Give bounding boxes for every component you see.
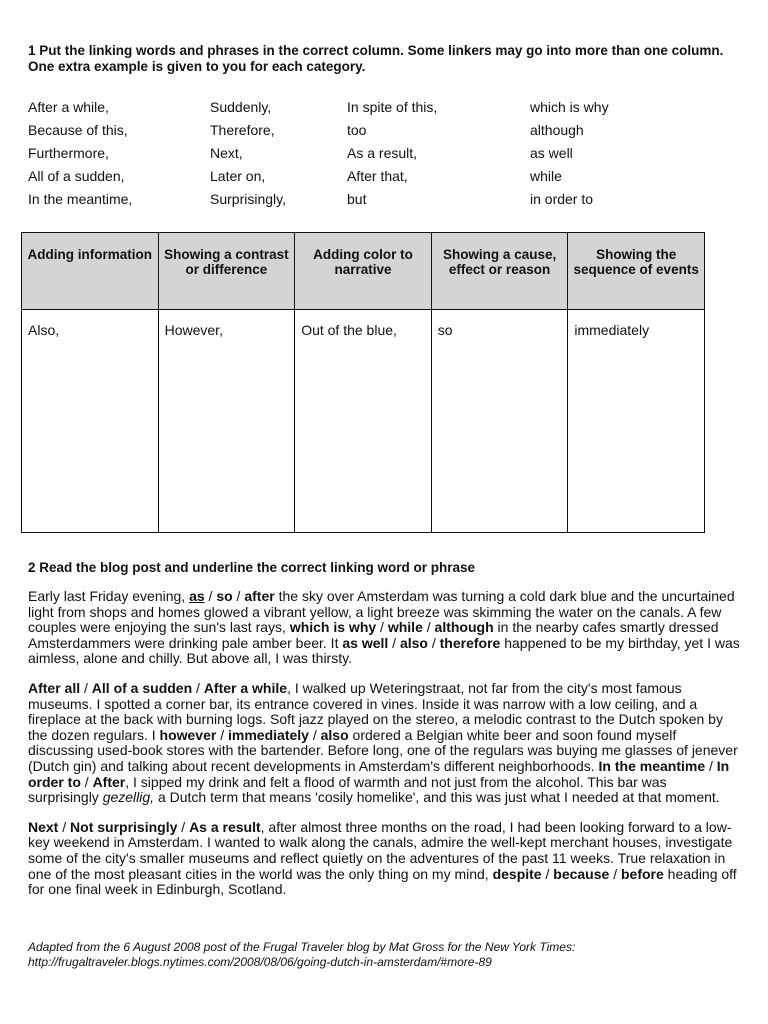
option-as-well[interactable]: as well bbox=[342, 634, 389, 651]
linking-word: After that, bbox=[347, 168, 408, 184]
blog-text: happened to be my birthday, yet I was aimless, alone and chilly. But above all, I was thirsty. bbox=[28, 634, 740, 667]
option-after-a-while[interactable]: After a while bbox=[203, 679, 288, 696]
blog-paragraph-3 bbox=[28, 820, 740, 898]
source-credit bbox=[28, 940, 740, 970]
header-adding-information: Adding information bbox=[22, 233, 159, 310]
option-because[interactable]: because bbox=[553, 865, 610, 882]
blog-text: heading off for one final week in Edinburgh, Scotland. bbox=[28, 865, 737, 898]
separator: / bbox=[58, 818, 71, 835]
option-in-the-meantime[interactable]: In the meantime bbox=[598, 757, 706, 774]
linking-word: although bbox=[530, 122, 584, 138]
separator: / bbox=[422, 619, 435, 636]
separator: / bbox=[388, 634, 400, 651]
separator: / bbox=[427, 634, 440, 651]
linking-word: Because of this, bbox=[28, 122, 128, 138]
word-column-3 bbox=[347, 96, 437, 211]
option-in-order-to[interactable]: In order to bbox=[28, 757, 730, 790]
answer-cell-color[interactable]: Out of the blue, bbox=[295, 310, 432, 533]
separator: / bbox=[609, 865, 618, 882]
category-table bbox=[21, 232, 705, 533]
option-despite[interactable]: despite bbox=[492, 865, 542, 882]
option-not-surprisingly[interactable]: Not surprisingly bbox=[70, 818, 178, 835]
option-also[interactable]: also bbox=[399, 634, 428, 651]
option-although[interactable]: although bbox=[434, 619, 494, 636]
linking-word: too bbox=[347, 122, 367, 138]
option-immediately[interactable]: immediately bbox=[228, 726, 309, 743]
blog-paragraph-1 bbox=[28, 589, 740, 667]
answer-cell-adding-information[interactable]: Also, bbox=[22, 310, 159, 533]
table-header-row bbox=[22, 233, 705, 310]
blog-text: , after almost three months on the road, I had been looking forward to a low-key weekend in Amsterdam. I wanted to walk along the canals, admire the well-kept merchant houses, investigate some of the city's smaller museums and reflect quietly on the adventures of the past 11 weeks. True relaxation in one of the most pleasant cities in the world was the only thing on my mind, bbox=[28, 818, 733, 882]
answer-cell-cause[interactable]: so bbox=[431, 310, 568, 533]
separator: / bbox=[80, 679, 92, 696]
option-before[interactable]: before bbox=[620, 865, 664, 882]
option-all-of-a-sudden[interactable]: All of a sudden bbox=[91, 679, 193, 696]
blog-text: Early last Friday evening, bbox=[28, 588, 190, 604]
exercise-2-heading: 2 Read the blog post and underline the correct linking word or phrase bbox=[28, 560, 476, 575]
separator: / bbox=[541, 865, 554, 882]
linking-word: while bbox=[530, 168, 562, 184]
blog-text: the sky over Amsterdam was turning a cold dark blue and the uncurtained light from shops and homes glowed a vibrant yellow, a light breeze was skimming the water on the canals. A few couples were enjoying the sun's last rays, bbox=[28, 588, 735, 636]
header-adding-color: Adding color to narrative bbox=[295, 233, 432, 310]
option-next[interactable]: Next bbox=[28, 818, 59, 835]
exercise-1-heading: 1 Put the linking words and phrases in the correct column. Some linkers may go into more than one column. One extra example is given to you for each category. bbox=[28, 43, 724, 74]
answer-cell-contrast[interactable]: However, bbox=[158, 310, 295, 533]
linking-word: In the meantime, bbox=[28, 191, 133, 207]
blog-post bbox=[28, 589, 740, 912]
option-after[interactable]: After bbox=[92, 773, 126, 790]
option-as[interactable]: as bbox=[189, 588, 205, 604]
blog-text: ordered a Belgian white beer and soon found myself discussing used-book stores with the bartender. Before long, one of the regulars was buying me glasses of jenever (Dutch gin) and talking about recent developments in Amsterdam's different neighborhoods. bbox=[28, 726, 738, 774]
separator: / bbox=[705, 757, 717, 774]
linking-word: in order to bbox=[530, 191, 594, 207]
linking-word: Surprisingly, bbox=[210, 191, 286, 207]
option-therefore[interactable]: therefore bbox=[439, 634, 501, 651]
linking-word: In spite of this, bbox=[347, 99, 438, 115]
separator: / bbox=[308, 726, 321, 743]
word-column-1 bbox=[28, 96, 132, 211]
blog-paragraph-2 bbox=[28, 681, 740, 806]
blog-text: , I walked up Weteringstraat, not far from the city's most famous museums. I spotted a corner bar, its entrance covered in vines. Inside it was narrow with a low ceiling, and a fireplace at the back with burning logs. Soft jazz played on the stereo, a melodic contrast to the Dutch spoken by the dozen regulars. I bbox=[28, 679, 723, 743]
linking-word: Later on, bbox=[210, 168, 266, 184]
answer-cell-sequence[interactable]: immediately bbox=[568, 310, 705, 533]
option-after[interactable]: after bbox=[244, 588, 275, 604]
blog-text: in the nearby cafes smartly dressed Amsterdammers were drinking pale amber beer. It bbox=[28, 619, 719, 651]
linking-word: Next, bbox=[210, 145, 243, 161]
option-also[interactable]: also bbox=[320, 726, 349, 743]
option-so[interactable]: so bbox=[216, 588, 233, 604]
separator: / bbox=[80, 773, 93, 790]
separator: / bbox=[204, 588, 217, 604]
option-as-a-result[interactable]: As a result bbox=[189, 818, 261, 835]
header-cause-effect: Showing a cause, effect or reason bbox=[431, 233, 568, 310]
separator: / bbox=[192, 679, 204, 696]
separator: / bbox=[216, 726, 229, 743]
linking-word: Therefore, bbox=[210, 122, 275, 138]
linking-word: As a result, bbox=[347, 145, 418, 161]
word-column-4 bbox=[530, 96, 609, 211]
option-after-all[interactable]: After all bbox=[28, 679, 81, 696]
table-answer-row bbox=[22, 310, 705, 533]
word-column-2 bbox=[210, 96, 286, 211]
header-sequence: Showing the sequence of events bbox=[568, 233, 705, 310]
header-showing-contrast: Showing a contrast or difference bbox=[158, 233, 295, 310]
credit-line: Adapted from the 6 August 2008 post of the Frugal Traveler blog by Mat Gross for the New York Times: bbox=[28, 940, 576, 954]
linking-word: Suddenly, bbox=[210, 99, 272, 115]
option-while[interactable]: while bbox=[387, 619, 423, 636]
separator: / bbox=[232, 588, 245, 604]
linking-word: but bbox=[347, 191, 367, 207]
linking-word: All of a sudden, bbox=[28, 168, 125, 184]
linking-word: as well bbox=[530, 145, 573, 161]
linking-word: Furthermore, bbox=[28, 145, 109, 161]
linking-word: which is why bbox=[530, 99, 609, 115]
option-which-is-why[interactable]: which is why bbox=[289, 619, 377, 636]
blog-text: , I sipped my drink and felt a flood of warmth and not just from the alcohol. This bar was surprisingly bbox=[28, 773, 667, 806]
linking-word: After a while, bbox=[28, 99, 109, 115]
separator: / bbox=[177, 818, 190, 835]
option-however[interactable]: however bbox=[159, 726, 217, 743]
separator: / bbox=[376, 619, 388, 636]
blog-text: a Dutch term that means 'cosily homelike', and this was just what I needed at that moment. bbox=[154, 789, 720, 806]
italic-term: gezellig, bbox=[102, 789, 155, 806]
credit-url[interactable]: http://frugaltraveler.blogs.nytimes.com/2008/08/06/going-dutch-in-amsterdam/#more-89 bbox=[28, 955, 492, 969]
